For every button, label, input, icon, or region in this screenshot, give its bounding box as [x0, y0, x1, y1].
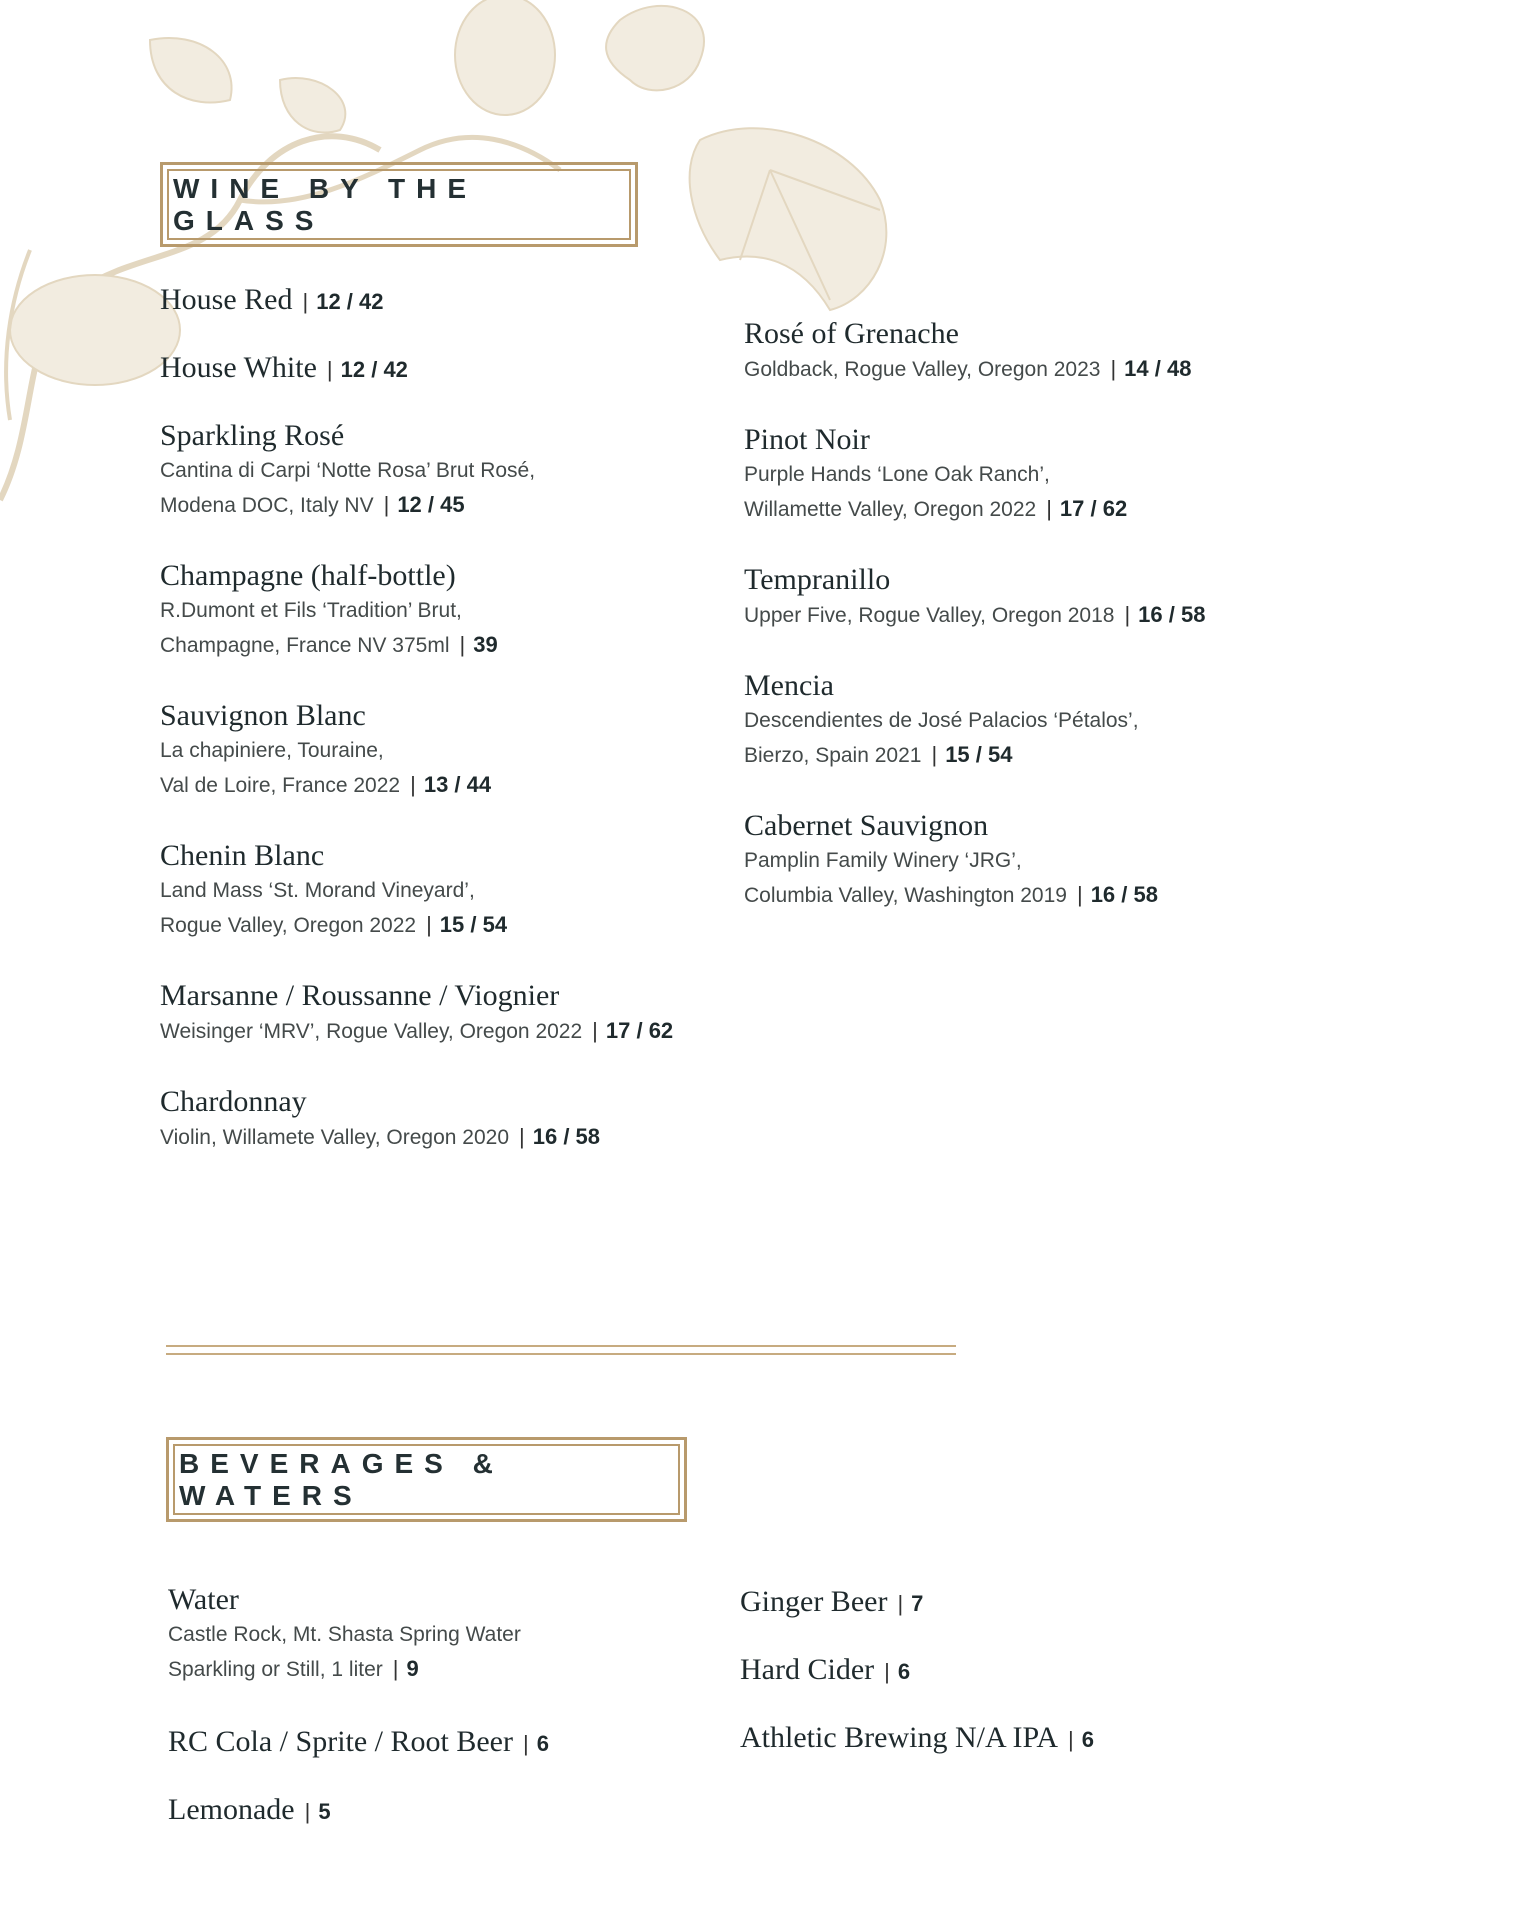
item-description: Weisinger ‘MRV’, Rogue Valley, Oregon 2022: [160, 1020, 583, 1043]
item-price: 6: [1081, 1727, 1095, 1752]
item-description: Land Mass ‘St. Morand Vineyard’,: [160, 879, 475, 902]
item-description: Castle Rock, Mt. Shasta Spring Water: [168, 1623, 521, 1646]
wine-section-title: WINE BY THE GLASS: [173, 172, 478, 236]
item-price: 9: [406, 1656, 419, 1681]
item-name: Lemonade: [168, 1793, 295, 1826]
list-item: Tempranillo Upper Five, Rogue Valley, Oregon 2018 | 16 / 58: [744, 563, 1206, 627]
item-name: Cabernet Sauvignon: [744, 809, 989, 842]
item-description: Goldback, Rogue Valley, Oregon 2023: [744, 358, 1101, 381]
list-item: Ginger Beer | 7: [740, 1585, 924, 1618]
section-divider: [166, 1345, 956, 1355]
beverages-section-header: [166, 1437, 687, 1522]
list-item: Athletic Brewing N/A IPA | 6: [740, 1721, 1095, 1754]
list-item: Rosé of Grenache Goldback, Rogue Valley, Oregon 2023 | 14 / 48: [744, 317, 1192, 381]
item-name: Hard Cider: [740, 1653, 875, 1686]
list-item: Chardonnay Violin, Willamete Valley, Oregon 2020 | 16 / 58: [160, 1085, 601, 1149]
list-item: Lemonade | 5: [168, 1793, 331, 1826]
item-price: 16 / 58: [1090, 882, 1158, 907]
item-description: Columbia Valley, Washington 2019: [744, 884, 1067, 907]
item-name: House White: [160, 351, 317, 384]
list-item: Pinot Noir Purple Hands ‘Lone Oak Ranch’, Willamette Valley, Oregon 2022 | 17 / 62: [744, 423, 1128, 521]
item-name: House Red: [160, 283, 293, 316]
item-name: Chardonnay: [160, 1085, 307, 1118]
list-item: House White | 12 / 42: [160, 351, 408, 384]
item-name: RC Cola / Sprite / Root Beer: [168, 1725, 513, 1758]
item-name: Rosé of Grenache: [744, 317, 959, 350]
item-description: La chapiniere, Touraine,: [160, 739, 384, 762]
beverages-section-title: BEVERAGES & WATERS: [179, 1447, 504, 1511]
item-name: Marsanne / Roussanne / Viognier: [160, 979, 560, 1012]
item-description: Sparkling or Still, 1 liter: [168, 1658, 383, 1681]
list-item: Cabernet Sauvignon Pamplin Family Winery ‘JRG’, Columbia Valley, Washington 2019 | 16 / 58: [744, 809, 1158, 907]
item-price: 12 / 42: [316, 289, 384, 314]
item-price: 12 / 42: [340, 357, 408, 382]
list-item: Marsanne / Roussanne / Viognier Weisinger ‘MRV’, Rogue Valley, Oregon 2022 | 17 / 62: [160, 979, 674, 1043]
list-item: Champagne (half-bottle) R.Dumont et Fils ‘Tradition’ Brut, Champagne, France NV 375ml | 39: [160, 559, 498, 657]
list-item: Mencia Descendientes de José Palacios ‘Pétalos’, Bierzo, Spain 2021 | 15 / 54: [744, 669, 1139, 767]
list-item: Water Castle Rock, Mt. Shasta Spring Water Sparkling or Still, 1 liter | 9: [168, 1583, 521, 1681]
item-name: Ginger Beer: [740, 1585, 888, 1618]
item-description: Bierzo, Spain 2021: [744, 744, 922, 767]
item-name: Pinot Noir: [744, 423, 870, 456]
item-description: Modena DOC, Italy NV: [160, 494, 374, 517]
list-item: Hard Cider | 6: [740, 1653, 911, 1686]
item-description: Violin, Willamete Valley, Oregon 2020: [160, 1126, 510, 1149]
item-name: Champagne (half-bottle): [160, 559, 456, 592]
item-price: 15 / 54: [439, 912, 508, 937]
item-price: 6: [536, 1731, 549, 1756]
wine-section-header: [160, 162, 638, 247]
item-description: R.Dumont et Fils ‘Tradition’ Brut,: [160, 599, 462, 622]
item-description: Val de Loire, France 2022: [160, 774, 401, 797]
item-name: Sauvignon Blanc: [160, 699, 366, 732]
item-description: Champagne, France NV 375ml: [160, 634, 450, 657]
list-item: House Red | 12 / 42: [160, 283, 384, 316]
list-item: Chenin Blanc Land Mass ‘St. Morand Vineyard’, Rogue Valley, Oregon 2022 | 15 / 54: [160, 839, 508, 937]
item-price: 39: [473, 632, 498, 657]
item-description: Upper Five, Rogue Valley, Oregon 2018: [744, 604, 1115, 627]
item-description: Purple Hands ‘Lone Oak Ranch’,: [744, 463, 1050, 486]
item-description: Cantina di Carpi ‘Notte Rosa’ Brut Rosé,: [160, 459, 536, 482]
item-name: Chenin Blanc: [160, 839, 325, 872]
item-description: Willamette Valley, Oregon 2022: [744, 498, 1037, 521]
item-price: 16 / 58: [1138, 602, 1206, 627]
item-price: 16 / 58: [532, 1124, 601, 1149]
list-item: Sparkling Rosé Cantina di Carpi ‘Notte Rosa’ Brut Rosé, Modena DOC, Italy NV | 12 / 45: [160, 419, 536, 517]
list-item: RC Cola / Sprite / Root Beer | 6: [168, 1725, 549, 1758]
item-name: Water: [168, 1583, 239, 1616]
item-name: Sparkling Rosé: [160, 419, 345, 452]
item-price: 17 / 62: [605, 1018, 674, 1043]
item-price: 12 / 45: [397, 492, 465, 517]
item-name: Athletic Brewing N/A IPA: [740, 1721, 1059, 1754]
item-description: Descendientes de José Palacios ‘Pétalos’,: [744, 709, 1139, 732]
item-price: 17 / 62: [1059, 496, 1128, 521]
item-price: 5: [318, 1799, 331, 1824]
item-name: Mencia: [744, 669, 834, 702]
item-price: 14 / 48: [1124, 356, 1192, 381]
item-description: Rogue Valley, Oregon 2022: [160, 914, 417, 937]
item-price: 6: [897, 1659, 911, 1684]
item-description: Pamplin Family Winery ‘JRG’,: [744, 849, 1022, 872]
list-item: Sauvignon Blanc La chapiniere, Touraine, Val de Loire, France 2022 | 13 / 44: [160, 699, 492, 797]
item-price: 15 / 54: [945, 742, 1013, 767]
item-name: Tempranillo: [744, 563, 891, 596]
item-price: 13 / 44: [423, 772, 492, 797]
item-price: 7: [911, 1591, 924, 1616]
